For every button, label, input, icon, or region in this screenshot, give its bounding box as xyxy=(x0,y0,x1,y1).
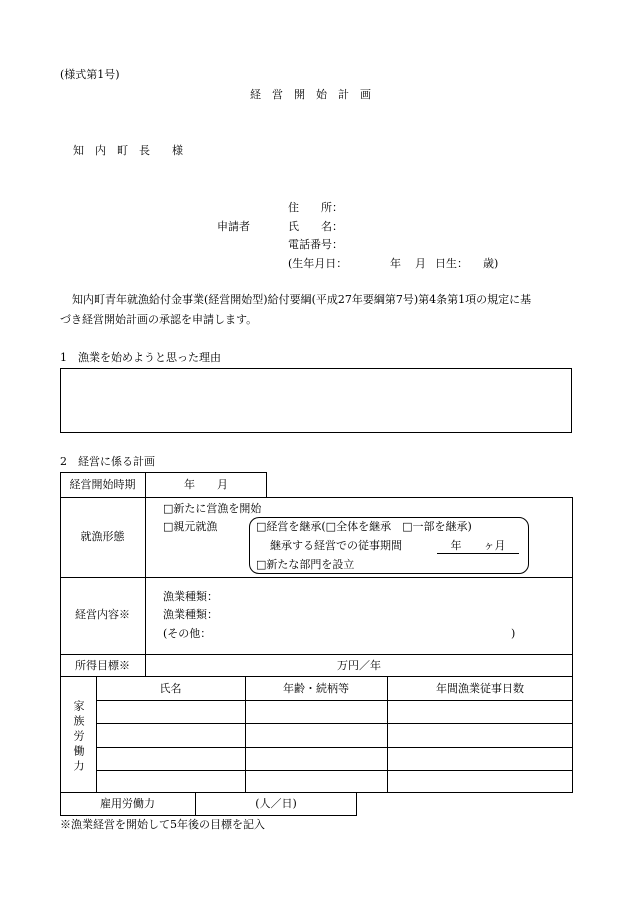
income-label: 所得目標※ xyxy=(75,659,130,672)
content-label: 経営内容※ xyxy=(75,608,130,621)
name-label: 氏 名： xyxy=(288,220,343,233)
birth-label: (生年月日： xyxy=(288,257,348,270)
employ-value[interactable]: (人／日) xyxy=(255,797,297,810)
phone-label: 電話番号： xyxy=(288,238,343,251)
col-divider xyxy=(145,497,146,677)
form-number: (様式第1号) xyxy=(60,68,120,81)
row-divider xyxy=(60,654,573,655)
option-inherit[interactable]: □経営を継承(□全体を継承 □一部を継承) xyxy=(256,520,472,533)
family-header-age: 年齢・続柄等 xyxy=(283,682,349,695)
family-header-name: 氏名 xyxy=(159,682,182,695)
addressee: 知 内 町 長 様 xyxy=(73,144,183,157)
page-title: 経 営 開 始 計 画 xyxy=(250,88,371,101)
family-header-days: 年間漁業従事日数 xyxy=(436,682,524,695)
age: 歳) xyxy=(483,257,499,270)
row-divider xyxy=(60,577,573,578)
family-row-divider xyxy=(96,723,573,724)
reason-field[interactable] xyxy=(60,368,572,433)
inherit-period-label: 継承する経営での従事期間 xyxy=(270,539,402,552)
form-label: 就漁形態 xyxy=(80,530,125,543)
birth-month: 月 xyxy=(415,257,426,270)
option-new-dept[interactable]: □新たな部門を設立 xyxy=(256,558,355,571)
inherit-period-value[interactable]: 年 ヶ月 xyxy=(437,539,519,554)
content-line-3-end: ) xyxy=(511,627,516,640)
start-value[interactable]: 年 月 xyxy=(184,478,228,491)
start-label: 経営開始時期 xyxy=(69,478,136,491)
option-new-fishing[interactable]: □新たに営漁を開始 xyxy=(163,502,262,515)
address-label: 住 所： xyxy=(288,201,343,214)
employ-label: 雇用労働力 xyxy=(100,797,155,810)
section2-heading: 2 経営に係る計画 xyxy=(60,455,155,468)
family-label: 家族労働力 xyxy=(72,700,85,775)
family-row-divider xyxy=(96,700,573,701)
birth-year: 年 xyxy=(390,257,401,270)
birth-day: 日生： xyxy=(435,257,468,270)
body-line-1: 知内町青年就漁給付金事業(経営開始型)給付要綱(平成27年要綱第7号)第4条第1項の規定に基 xyxy=(72,293,532,306)
content-line-3[interactable]: (その他： xyxy=(163,627,212,640)
family-row-divider xyxy=(96,747,573,748)
applicant-label: 申請者 xyxy=(217,220,250,233)
body-line-2: づき経営開始計画の承認を申請します。 xyxy=(60,313,258,326)
option-parent-fishing[interactable]: □親元就漁 xyxy=(163,520,218,533)
content-line-1[interactable]: 漁業種類： xyxy=(163,590,218,603)
family-row-divider xyxy=(96,770,573,771)
content-line-2[interactable]: 漁業種類： xyxy=(163,608,218,621)
footnote: ※漁業経営を開始して5年後の目標を記入 xyxy=(60,818,265,831)
section1-heading: 1 漁業を始めようと思った理由 xyxy=(60,351,221,364)
income-value[interactable]: 万円／年 xyxy=(337,659,381,672)
